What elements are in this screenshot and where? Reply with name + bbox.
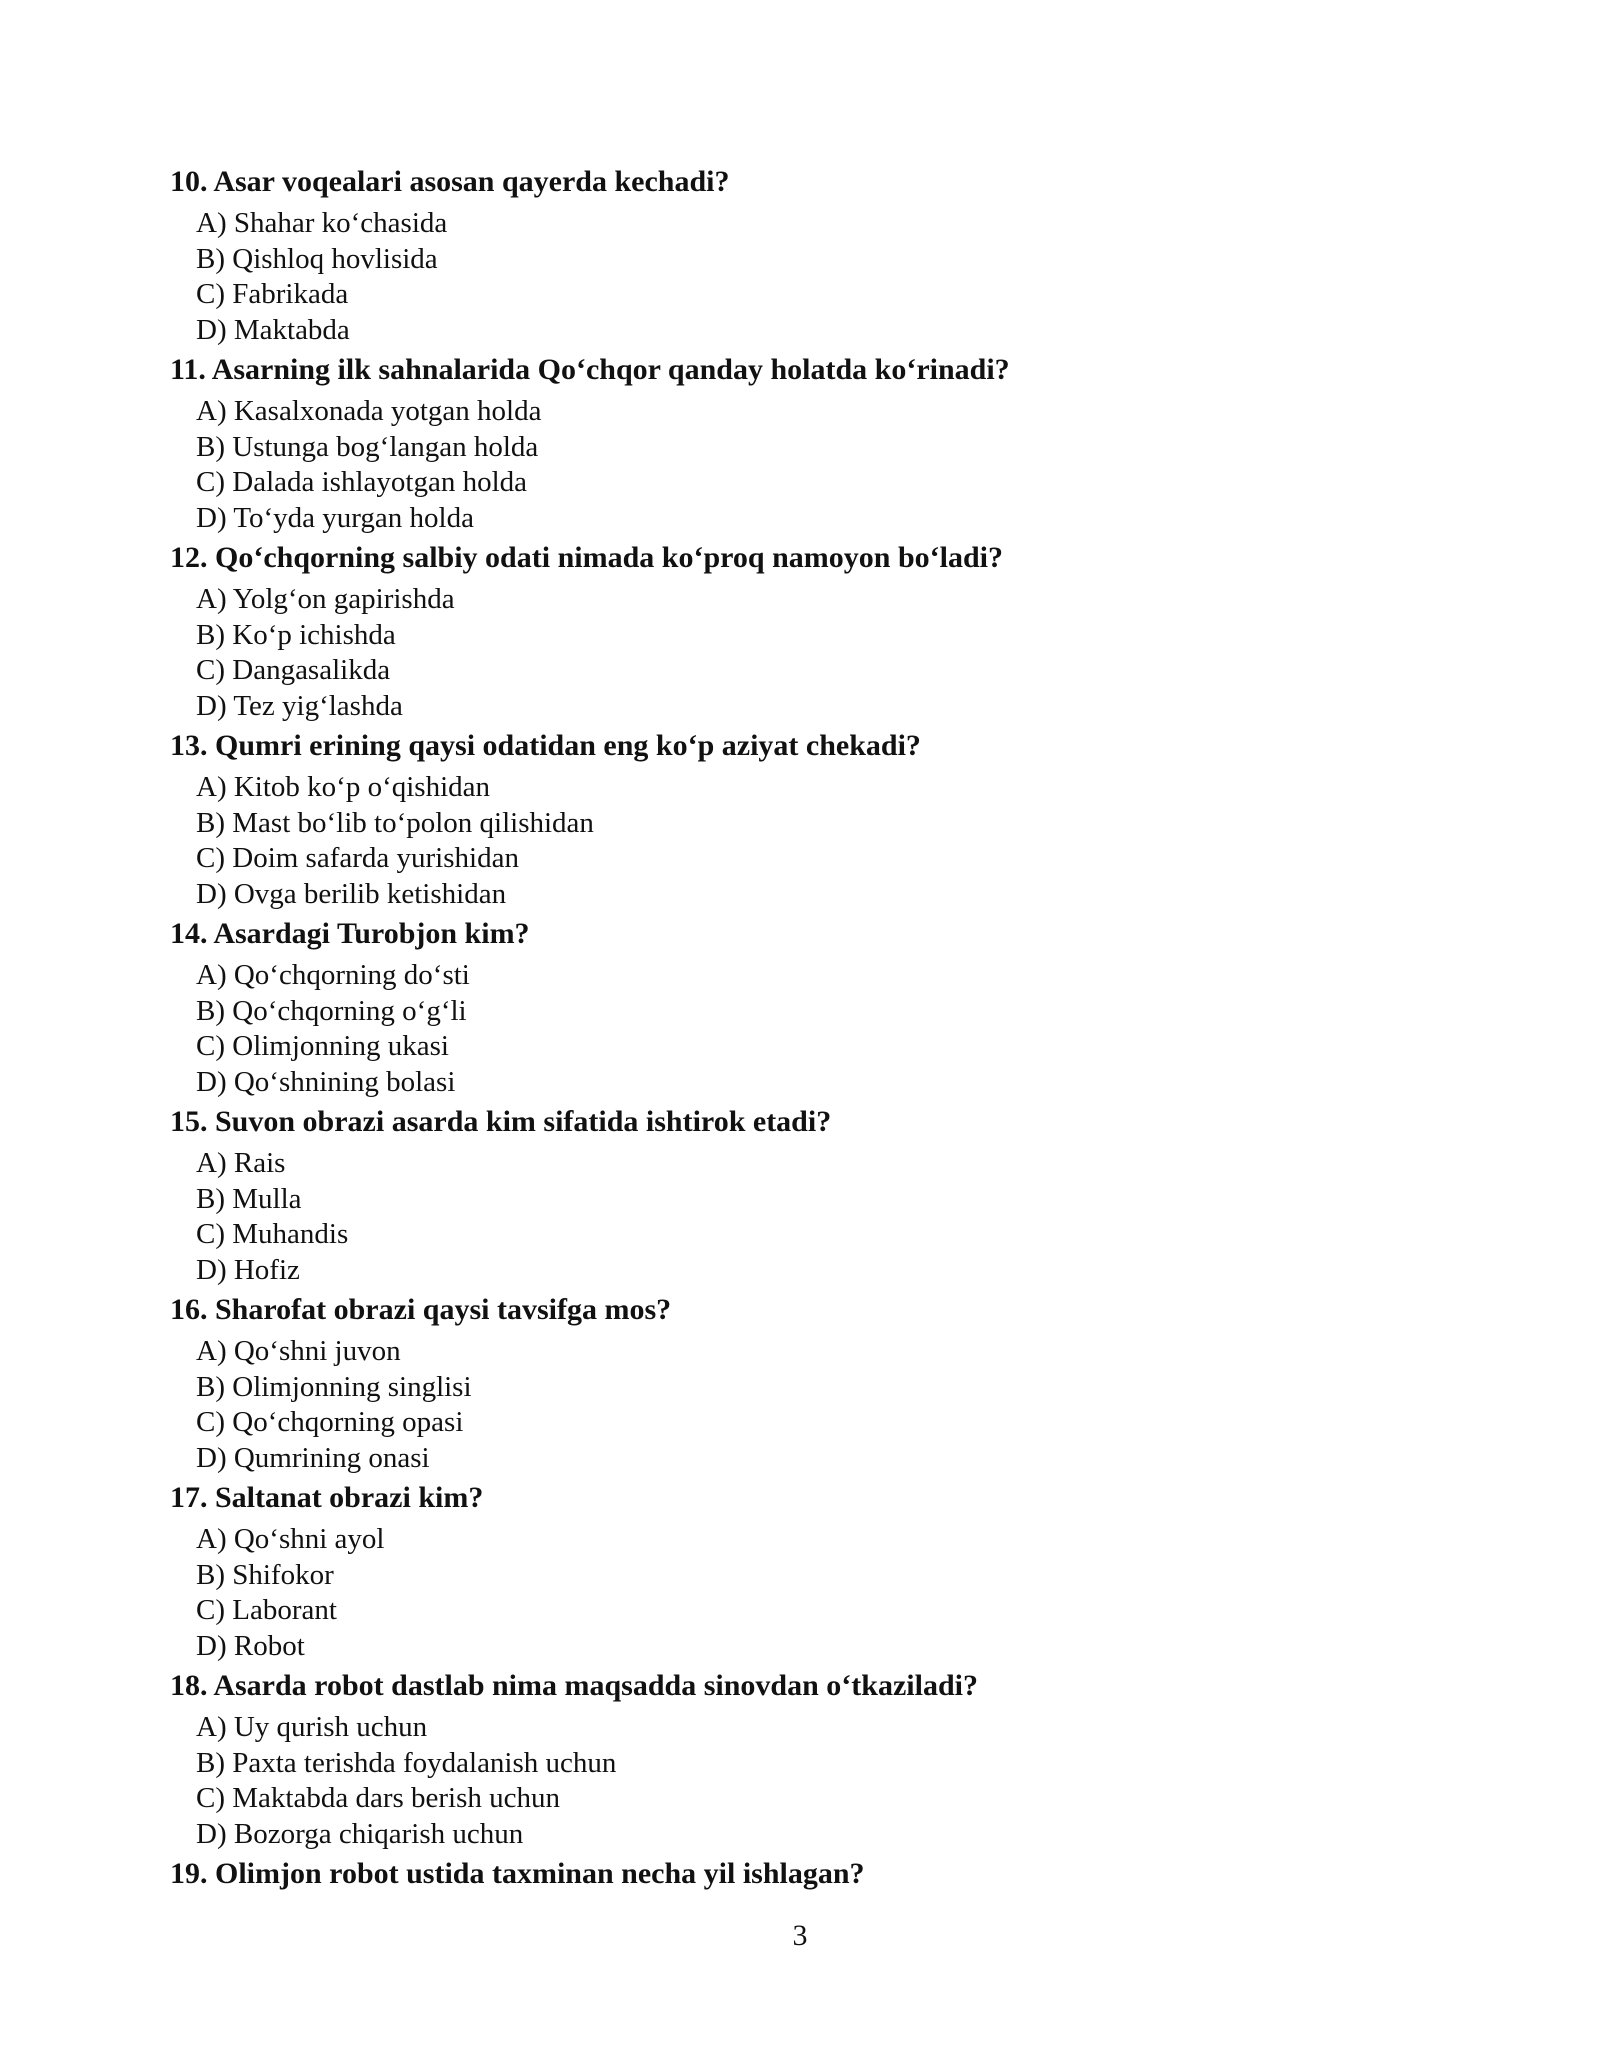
question-block (170, 164, 1470, 348)
option-a: A) Rais (196, 1147, 286, 1179)
option-c: C) Dalada ishlayotgan holda (196, 466, 527, 498)
page-number: 3 (792, 1919, 808, 1952)
option-d: D) Bozorga chiqarish uchun (196, 1817, 524, 1850)
option-list (196, 206, 1470, 348)
option-c: C) Muhandis (196, 1218, 349, 1250)
question-title: 17. Saltanat obrazi kim? (170, 1481, 484, 1514)
question-block (170, 1104, 1470, 1288)
question-title: 10. Asar voqealari asosan qayerda kechadi? (170, 165, 730, 198)
question-title: 19. Olimjon robot ustida taxminan necha yil ishlagan? (170, 1857, 865, 1890)
option-c: C) Dangasalikda (196, 654, 391, 686)
option-b: B) Ustunga bog‘langan holda (196, 430, 539, 463)
option-d: D) Robot (196, 1629, 305, 1662)
option-a: A) Shahar ko‘chasida (196, 207, 448, 239)
question-block (170, 728, 1470, 912)
option-list (196, 1334, 1470, 1476)
option-c: C) Olimjonning ukasi (196, 1030, 449, 1062)
option-b: B) Qishloq hovlisida (196, 242, 438, 275)
option-a: A) Yolg‘on gapirishda (196, 583, 455, 615)
option-b: B) Mast bo‘lib to‘polon qilishidan (196, 806, 594, 839)
option-a: A) Uy qurish uchun (196, 1711, 428, 1743)
option-b: B) Olimjonning singlisi (196, 1370, 472, 1403)
question-title: 15. Suvon obrazi asarda kim sifatida ishtirok etadi? (170, 1105, 832, 1138)
option-b: B) Paxta terishda foydalanish uchun (196, 1746, 617, 1779)
question-title: 13. Qumri erining qaysi odatidan eng ko‘p aziyat chekadi? (170, 729, 921, 762)
option-a: A) Kasalxonada yotgan holda (196, 395, 542, 427)
option-d: D) Qo‘shnining bolasi (196, 1065, 456, 1098)
option-d: D) Maktabda (196, 313, 350, 346)
question-title: 12. Qo‘chqorning salbiy odati nimada ko‘proq namoyon bo‘ladi? (170, 541, 1003, 574)
option-list (196, 582, 1470, 724)
question-block (170, 1856, 1470, 1892)
option-d: D) Qumrining onasi (196, 1441, 430, 1474)
option-c: C) Qo‘chqorning opasi (196, 1406, 464, 1438)
question-block (170, 916, 1470, 1100)
option-list (196, 394, 1470, 536)
option-c: C) Doim safarda yurishidan (196, 842, 519, 874)
question-block (170, 1480, 1470, 1664)
question-title: 11. Asarning ilk sahnalarida Qo‘chqor qanday holatda ko‘rinadi? (170, 353, 1010, 386)
option-list (196, 1522, 1470, 1664)
question-title: 16. Sharofat obrazi qaysi tavsifga mos? (170, 1293, 672, 1326)
question-title: 14. Asardagi Turobjon kim? (170, 917, 530, 950)
question-block (170, 540, 1470, 724)
option-d: D) Ovga berilib ketishidan (196, 877, 507, 910)
option-a: A) Kitob ko‘p o‘qishidan (196, 771, 490, 803)
option-a: A) Qo‘shni juvon (196, 1335, 401, 1367)
option-b: B) Shifokor (196, 1558, 334, 1591)
option-b: B) Mulla (196, 1182, 302, 1215)
option-c: C) Maktabda dars berish uchun (196, 1782, 561, 1814)
option-a: A) Qo‘shni ayol (196, 1523, 385, 1555)
option-list (196, 1710, 1470, 1852)
option-list (196, 1146, 1470, 1288)
option-b: B) Ko‘p ichishda (196, 618, 396, 651)
option-c: C) Fabrikada (196, 278, 349, 310)
option-d: D) Tez yig‘lashda (196, 689, 403, 722)
option-d: D) To‘yda yurgan holda (196, 501, 474, 534)
option-list (196, 770, 1470, 912)
question-block (170, 1292, 1470, 1476)
option-list (196, 958, 1470, 1100)
question-title: 18. Asarda robot dastlab nima maqsadda sinovdan o‘tkaziladi? (170, 1669, 978, 1702)
question-list (170, 160, 1470, 1898)
option-d: D) Hofiz (196, 1253, 300, 1286)
question-block (170, 1668, 1470, 1852)
option-a: A) Qo‘chqorning do‘sti (196, 959, 470, 991)
question-block (170, 352, 1470, 536)
option-b: B) Qo‘chqorning o‘g‘li (196, 994, 467, 1027)
option-c: C) Laborant (196, 1594, 337, 1626)
